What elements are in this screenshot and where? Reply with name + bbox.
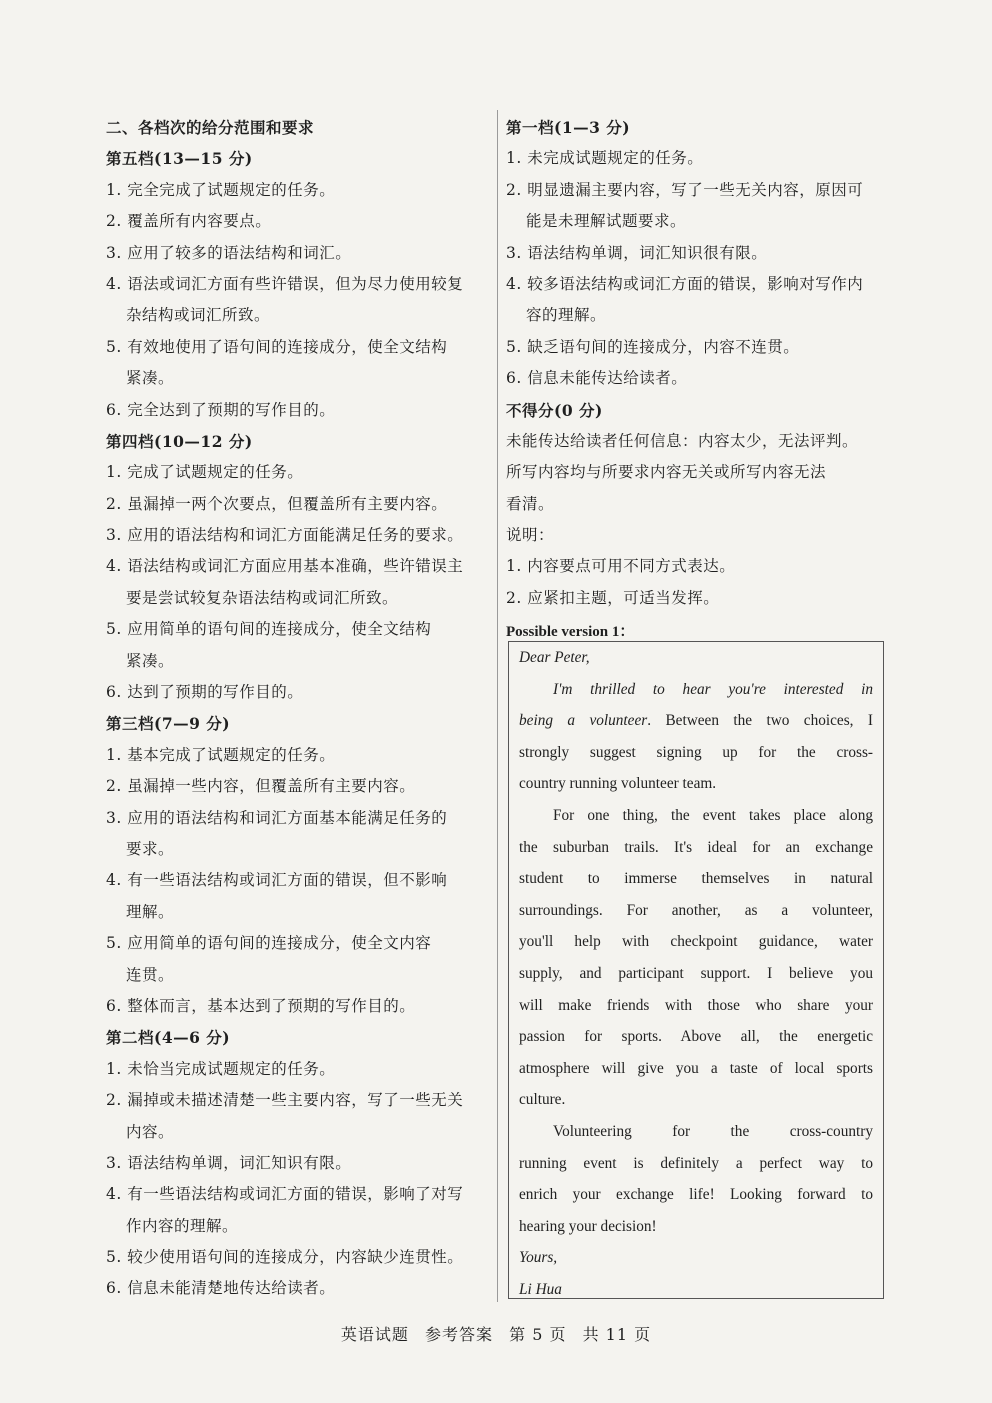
text-line: 2. 覆盖所有内容要点。 (106, 212, 272, 231)
text-line: 4. 语法结构或词汇方面应用基本准确，些许错误主 (106, 557, 464, 576)
letter-signature: Li Hua (519, 1280, 562, 1298)
footer-total-pages: 共 11 页 (582, 1325, 652, 1344)
letter-line-rest: . Between the two choices, I (647, 712, 873, 730)
text-line: 未能传达给读者任何信息：内容太少，无法评判。 (506, 431, 859, 450)
text-line: 1. 完全完成了试题规定的任务。 (106, 180, 336, 199)
text-line: 3. 语法结构单调，词汇知识有限。 (106, 1153, 352, 1172)
text-line: 4. 有一些语法结构或词汇方面的错误，影响了对写 (106, 1185, 464, 1204)
section-heading: 第三档(7—9 分) (106, 714, 231, 734)
text-line: 连贯。 (126, 965, 175, 984)
text-line: 4. 较多语法结构或词汇方面的错误，影响对写作内 (506, 274, 864, 293)
letter-line: student to immerse themselves in natural (519, 870, 873, 888)
text-line: 5. 缺乏语句间的连接成分，内容不连贯。 (506, 337, 800, 356)
column-divider (497, 110, 498, 1302)
text-line: 3. 应用的语法结构和词汇方面能满足任务的要求。 (106, 526, 464, 545)
footer-page-number: 第 5 页 (509, 1325, 567, 1344)
page-footer (0, 1322, 992, 1345)
section-heading: 第二档(4—6 分) (106, 1028, 231, 1048)
text-line: 3. 应用的语法结构和词汇方面基本能满足任务的 (106, 808, 448, 827)
text-line: 理解。 (126, 902, 175, 921)
text-line: 6. 信息未能传达给读者。 (506, 369, 688, 388)
text-line: 6. 信息未能清楚地传达给读者。 (106, 1279, 336, 1298)
letter-line: running event is definitely a perfect way to (519, 1154, 873, 1172)
letter-line: atmosphere will give you a taste of local sports (519, 1059, 873, 1077)
text-line: 6. 整体而言，基本达到了预期的写作目的。 (106, 996, 416, 1015)
text-line: 2. 应紧扣主题，可适当发挥。 (506, 588, 720, 607)
text-line: 容的理解。 (526, 306, 607, 325)
letter-line: will make friends with those who share your (519, 996, 873, 1014)
text-line: 1. 完成了试题规定的任务。 (106, 463, 304, 482)
section-heading: 第五档(13—15 分) (106, 149, 253, 169)
text-line: 5. 应用简单的语句间的连接成分，使全文结构 (106, 620, 432, 639)
text-line: 1. 未完成试题规定的任务。 (506, 149, 704, 168)
text-line: 4. 有一些语法结构或词汇方面的错误，但不影响 (106, 871, 448, 890)
sample-letter-box (508, 641, 884, 1299)
section-heading: 不得分(0 分) (506, 400, 603, 420)
letter-line: culture. (519, 1091, 566, 1109)
right-column-lines (506, 112, 890, 614)
letter-line: strongly suggest signing up for the cross- (519, 743, 873, 761)
text-line: 1. 内容要点可用不同方式表达。 (506, 557, 736, 576)
letter-line: the suburban trails. It's ideal for an exchange (519, 838, 873, 856)
footer-section: 参考答案 (425, 1325, 494, 1344)
text-line: 说明： (506, 526, 555, 545)
letter-line: I'm thrilled to hear you're interested in (553, 680, 873, 698)
section-heading: 第一档(1—3 分) (506, 118, 631, 137)
letter-line: Volunteering for the cross-country (553, 1122, 873, 1140)
letter-line: surroundings. For another, as a volunteer, (519, 901, 873, 919)
text-line: 2. 明显遗漏主要内容，写了一些无关内容，原因可 (506, 180, 864, 199)
text-line: 2. 虽漏掉一两个次要点，但覆盖所有主要内容。 (106, 494, 448, 513)
text-line: 6. 达到了预期的写作目的。 (106, 683, 304, 702)
text-line: 5. 应用简单的语句间的连接成分，使全文内容 (106, 934, 432, 953)
letter-line (519, 705, 873, 737)
text-line: 4. 语法或词汇方面有些许错误，但为尽力使用较复 (106, 274, 464, 293)
text-line: 6. 完全达到了预期的写作目的。 (106, 400, 336, 419)
text-line: 要求。 (126, 839, 175, 858)
possible-version-heading: Possible version 1： (506, 624, 635, 641)
text-line: 5. 较少使用语句间的连接成分，内容缺少连贯性。 (106, 1248, 464, 1267)
letter-line: passion for sports. Above all, the energetic (519, 1028, 873, 1046)
text-line: 能是未理解试题要求。 (526, 212, 687, 231)
letter-line: country running volunteer team. (519, 775, 717, 793)
text-line: 3. 语法结构单调，词汇知识很有限。 (506, 243, 768, 262)
text-line: 内容。 (126, 1122, 175, 1141)
text-line: 杂结构或词汇所致。 (126, 306, 271, 325)
text-line: 紧凑。 (126, 651, 175, 670)
text-line: 紧凑。 (126, 369, 175, 388)
text-line: 所写内容均与所要求内容无关或所写内容无法 (506, 463, 827, 482)
left-column (106, 112, 490, 1305)
text-line: 作内容的理解。 (126, 1216, 239, 1235)
text-line: 要是尝试较复杂语法结构或词汇所致。 (126, 588, 399, 607)
letter-italic-phrase: being a volunteer (519, 712, 648, 730)
letter-line: hearing your decision! (519, 1217, 657, 1235)
right-column (506, 112, 890, 646)
section-heading: 二、各档次的给分范围和要求 (106, 118, 315, 137)
letter-line: enrich your exchange life! Looking forward to (519, 1186, 873, 1204)
letter-line: you'll help with checkpoint guidance, water (519, 933, 873, 951)
letter-closing: Yours, (519, 1249, 558, 1267)
text-line: 5. 有效地使用了语句间的连接成分，使全文结构 (106, 337, 448, 356)
letter-line: For one thing, the event takes place along (553, 806, 873, 824)
footer-subject: 英语试题 (340, 1325, 409, 1344)
letter-greeting: Dear Peter, (519, 649, 590, 666)
section-heading: 第四档(10—12 分) (106, 431, 253, 451)
text-line: 1. 未恰当完成试题规定的任务。 (106, 1059, 336, 1078)
text-line: 2. 虽漏掉一些内容，但覆盖所有主要内容。 (106, 777, 416, 796)
text-line: 3. 应用了较多的语法结构和词汇。 (106, 243, 352, 262)
text-line: 看清。 (506, 494, 555, 513)
text-line: 1. 基本完成了试题规定的任务。 (106, 745, 336, 764)
letter-line: supply, and participant support. I believe you (519, 964, 873, 982)
text-line: 2. 漏掉或未描述清楚一些主要内容，写了一些无关 (106, 1091, 464, 1110)
